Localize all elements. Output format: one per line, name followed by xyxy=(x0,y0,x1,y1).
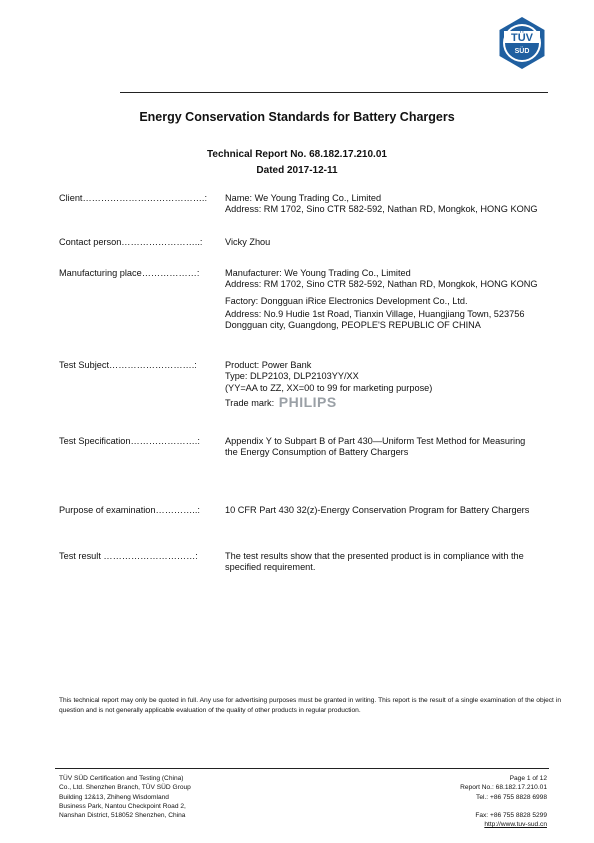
subject-value xyxy=(225,360,565,409)
client-address: Address: RM 1702, Sino CTR 582-592, Nathan RD, Mongkok, HONG KONG xyxy=(225,204,538,215)
factory-address-line2: Dongguan city, Guangdong, PEOPLE'S REPUBLIC OF CHINA xyxy=(225,320,481,331)
footer-report-number: Report No.: 68.182.17.210.01 xyxy=(460,784,547,792)
philips-brand: PHILIPS xyxy=(278,393,337,410)
document-title: Energy Conservation Standards for Battery Chargers xyxy=(139,110,455,124)
footer-building: Building 12&13, Zhiheng Wisdomland xyxy=(59,793,169,801)
contact-name: Vicky Zhou xyxy=(225,237,271,247)
result-line2: specified requirement. xyxy=(225,562,316,573)
header-divider xyxy=(120,92,548,93)
manufacturer-address: Address: RM 1702, Sino CTR 582-592, Nathan RD, Mongkok, HONG KONG xyxy=(225,279,538,290)
report-number: Technical Report No. 68.182.17.210.01 xyxy=(207,149,387,160)
specification-value xyxy=(225,436,565,459)
client-value xyxy=(225,193,565,216)
footer-divider xyxy=(55,768,549,769)
footer-district: Nanshan District, 518052 Shenzhen, China xyxy=(59,812,186,820)
contact-value xyxy=(225,237,565,248)
result-label: Test result …………………………: xyxy=(59,551,198,561)
page-indicator: Page 1 of 12 xyxy=(509,775,547,782)
purpose-value xyxy=(225,505,565,516)
footer-fax: Fax: +86 755 8828 5299 xyxy=(475,811,547,819)
logo-line2: SÜD xyxy=(514,48,530,55)
logo-line1: TÜV xyxy=(511,32,533,44)
footer-contact xyxy=(460,774,547,829)
purpose-text: 10 CFR Part 430 32(z)-Energy Conservation Program for Battery Chargers xyxy=(225,505,530,515)
factory-name: Factory: Dongguan iRice Electronics Development Co., Ltd. xyxy=(225,295,468,306)
trademark-row xyxy=(225,393,565,410)
website-link[interactable]: http://www.tuv-sud.cn xyxy=(484,821,547,829)
result-line1: The test results show that the presented product is in compliance with the xyxy=(225,551,524,561)
subject-label: Test Subject……………………….: xyxy=(59,360,197,370)
result-value xyxy=(225,551,565,574)
client-name: Name: We Young Trading Co., Limited xyxy=(225,193,382,203)
factory-address-line1: Address: No.9 Hudie 1st Road, Tianxin Village, Huangjiang Town, 523756 xyxy=(225,308,525,319)
specification-line2: the Energy Consumption of Battery Chargers xyxy=(225,447,409,458)
footer-address xyxy=(59,774,191,820)
specification-label: Test Specification………………….: xyxy=(59,436,200,446)
client-label: Client………………………………….: xyxy=(59,193,208,203)
footer-branch: Co., Ltd. Shenzhen Branch, TÜV SÜD Group xyxy=(59,784,191,792)
footer-park: Business Park, Nantou Checkpoint Road 2, xyxy=(59,802,186,810)
subject-marketing: (YY=AA to ZZ, XX=00 to 99 for marketing purpose) xyxy=(225,382,433,393)
footer-tel: Tel.: +86 755 8828 6998 xyxy=(476,793,547,801)
manufacturer-name: Manufacturer: We Young Trading Co., Limited xyxy=(225,268,411,278)
contact-label: Contact person……………………..: xyxy=(59,237,203,247)
trademark-label: Trade mark: xyxy=(225,397,275,408)
subject-type: Type: DLP2103, DLP2103YY/XX xyxy=(225,371,359,382)
manufacturing-label: Manufacturing place………………: xyxy=(59,268,200,278)
report-date: Dated 2017-12-11 xyxy=(256,165,338,176)
specification-line1: Appendix Y to Subpart B of Part 430—Uniform Test Method for Measuring xyxy=(225,436,526,446)
footer-company: TÜV SÜD Certification and Testing (China) xyxy=(59,775,184,782)
purpose-label: Purpose of examination…………..: xyxy=(59,505,200,515)
manufacturing-value xyxy=(225,268,565,331)
disclaimer-text: This technical report may only be quoted in full. Any use for advertising purposes must be granted in writing. This report is the result of a single examination of the object in question and is not generally applicable evaluation of the quality of other products in regular production. xyxy=(59,697,561,714)
tuv-sud-logo-icon xyxy=(495,16,549,70)
subject-product: Product: Power Bank xyxy=(225,360,312,370)
